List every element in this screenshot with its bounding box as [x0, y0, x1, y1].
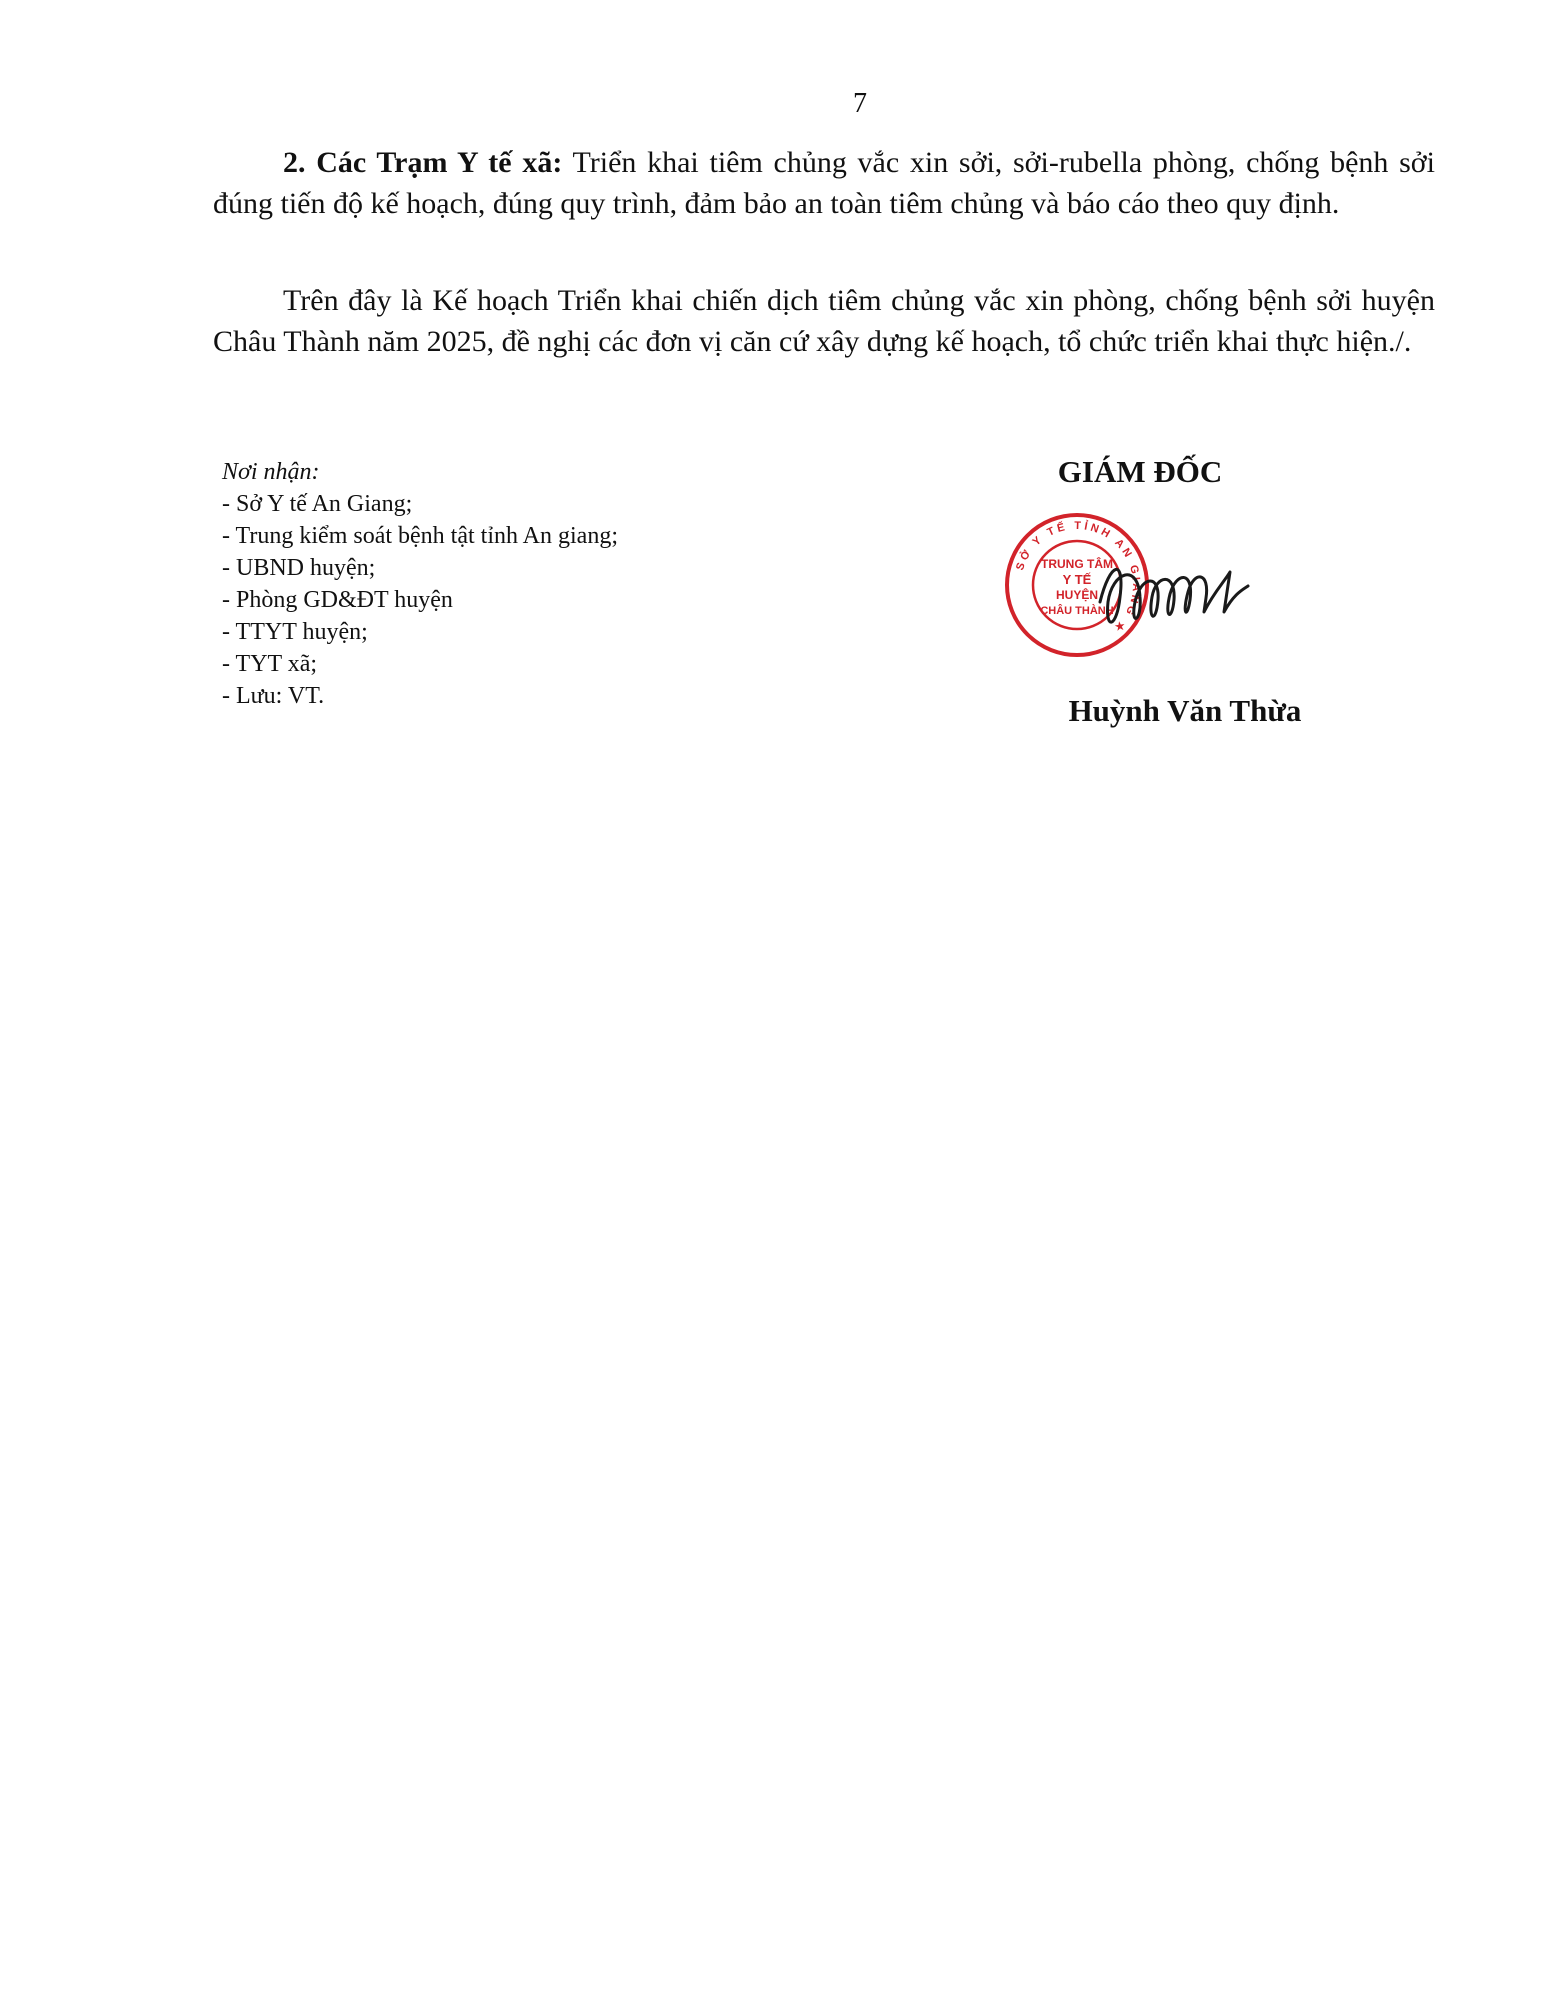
signature-block [960, 452, 1360, 731]
signer-name: Huỳnh Văn Thừa [1068, 693, 1302, 728]
page-number: 7 [853, 88, 867, 119]
svg-text:HUYỆN: HUYỆN [1055, 588, 1099, 602]
handwritten-signature-icon [1090, 542, 1290, 652]
section-2-text: Triển khai tiêm chủng vắc xin sởi, sởi-rubella phòng, chống bệnh sởi đúng tiến độ kế hoạch, đúng quy trình, đảm bảo an toàn tiêm chủng và báo cáo theo quy định. [213, 146, 1436, 220]
svg-text:CHÂU THÀNH: CHÂU THÀNH [1040, 605, 1114, 617]
svg-text:TRUNG TÂM: TRUNG TÂM [1041, 557, 1113, 571]
recipient-item: - Trung kiểm soát bệnh tật tỉnh An giang; [222, 523, 618, 549]
recipients-title: Nơi nhận: [222, 459, 320, 485]
section-2-heading: 2. Các Trạm Y tế xã: [283, 146, 563, 179]
signer-position: GIÁM ĐỐC [1057, 454, 1223, 489]
svg-text:SỞ Y TẾ TỈNH AN GIANG ★: SỞ Y TẾ TỈNH AN GIANG ★ [1014, 519, 1143, 636]
recipients-block [222, 456, 618, 712]
recipient-item: - Sở Y tế An Giang; [222, 491, 413, 517]
recipient-item: - Phòng GD&ĐT huyện [222, 587, 453, 613]
section-2-paragraph [213, 142, 1435, 224]
recipient-item: - TYT xã; [222, 651, 318, 677]
recipient-item: - Lưu: VT. [222, 683, 325, 709]
closing-paragraph: Trên đây là Kế hoạch Triển khai chiến dịch tiêm chủng vắc xin phòng, chống bệnh sởi huyện Châu Thành năm 2025, đề nghị các đơn vị căn cứ xây dựng kế hoạch, tổ chức triển khai thực hiện./. [213, 284, 1435, 358]
recipients-list [222, 488, 618, 712]
seal-and-signature [960, 502, 1360, 677]
recipient-item: - UBND huyện; [222, 555, 376, 581]
recipient-item: - TTYT huyện; [222, 619, 368, 645]
svg-text:Y TẾ: Y TẾ [1062, 572, 1092, 587]
